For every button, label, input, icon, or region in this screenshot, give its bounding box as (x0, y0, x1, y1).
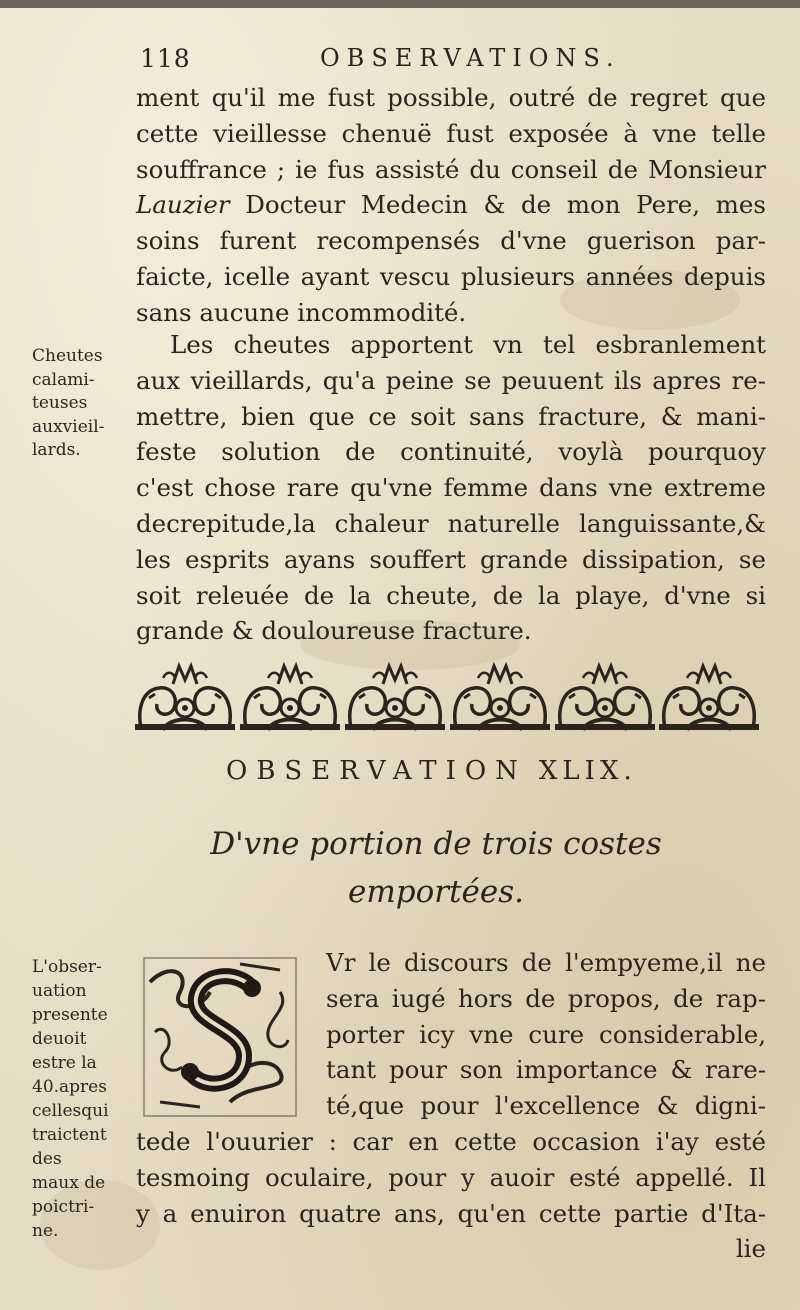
margin-line: deuoit (32, 1029, 87, 1049)
running-title: OBSERVATIONS. (320, 44, 621, 72)
paragraph-2 (136, 327, 766, 649)
margin-line: traictent (32, 1125, 107, 1145)
margin-line: L'obser- (32, 957, 102, 977)
text-line: soit releuée de la cheute, de la playe, d'vne si (136, 580, 766, 610)
margin-note-2 (32, 955, 132, 1243)
margin-line: presente (32, 1005, 108, 1025)
text-line: soins furent recompensés d'vne guerison par- (136, 226, 766, 256)
margin-line: calami- (32, 369, 95, 390)
text-line: grande & douloureuse fracture. (136, 616, 532, 646)
paragraph-3-full (136, 1124, 766, 1267)
margin-line: cellesqui (32, 1101, 109, 1121)
paragraph-3-indented (326, 945, 766, 1124)
text-line: ment qu'il me fust possible, outré de regret que (136, 83, 766, 112)
margin-line: lards. (32, 440, 81, 460)
ornamental-band (133, 658, 761, 734)
text-line: mettre, bien que ce soit sans fracture, & mani- (136, 401, 766, 431)
text-line: Vr le discours de l'empyeme,il ne (326, 948, 766, 977)
text-line-rest: Docteur Medecin & de mon Pere, mes (229, 190, 766, 220)
text-line: sans aucune incommodité. (136, 297, 467, 327)
observation-heading (226, 756, 666, 786)
text-line (136, 187, 766, 223)
text-line: faicte, icelle ayant vescu plusieurs années depuis (136, 261, 766, 291)
scan-edge (0, 0, 800, 8)
text-line: cette vieillesse chenuë fust exposée à vne telle (136, 118, 766, 148)
catchword: lie (735, 1234, 766, 1264)
observation-number: XLIX. (538, 756, 637, 786)
observation-subtitle-line2: emportées. (348, 874, 524, 910)
text-line: Les cheutes apportent vn tel esbranlement (170, 330, 766, 359)
margin-line: Cheutes (32, 346, 103, 366)
text-line: feste solution de continuité, voylà pourquoy (136, 437, 766, 467)
text-line: sera iugé hors de propos, de rap- (326, 983, 766, 1013)
page-number: 118 (140, 44, 191, 73)
text-line: té,que pour l'excellence & digni- (326, 1091, 766, 1121)
text-line: tant pour son importance & rare- (326, 1055, 766, 1085)
text-line: tesmoing oculaire, pour y auoir esté appellé. Il (136, 1162, 766, 1192)
margin-line: 40.apres (32, 1077, 107, 1097)
observation-label: OBSERVATION (226, 756, 527, 786)
text-line: souffrance ; ie fus assisté du conseil de Monsieur (136, 154, 766, 184)
page-header (140, 44, 760, 84)
text-line: y a enuiron quatre ans, qu'en cette partie d'Ita- (136, 1198, 766, 1228)
paragraph-1 (136, 80, 766, 331)
margin-line: des (32, 1149, 62, 1169)
text-line: aux vieillards, qu'a peine se peuuent ils apres re- (136, 365, 766, 395)
margin-line: poictri- (32, 1197, 95, 1217)
decorated-initial-s (140, 952, 300, 1122)
margin-line: estre la (32, 1053, 97, 1073)
observation-subtitle-line1: D'vne portion de trois costes (210, 826, 662, 862)
text-line: les esprits ayans souffert grande dissipation, se (136, 544, 766, 574)
text-line: decrepitude,la chaleur naturelle languissante,& (136, 508, 766, 538)
text-line: c'est chose rare qu'vne femme dans vne extreme (136, 473, 766, 503)
margin-line: auxvieil- (32, 416, 105, 437)
margin-line: uation (32, 981, 87, 1001)
text-line: tede l'ouurier : car en cette occasion i'ay esté (136, 1127, 766, 1156)
margin-line: maux de (32, 1173, 106, 1193)
text-line: porter icy vne cure considerable, (326, 1019, 766, 1049)
italic-name: Lauzier (136, 190, 230, 220)
margin-line: teuses (32, 393, 88, 413)
margin-line: ne. (32, 1221, 59, 1241)
margin-note-1 (32, 345, 132, 463)
